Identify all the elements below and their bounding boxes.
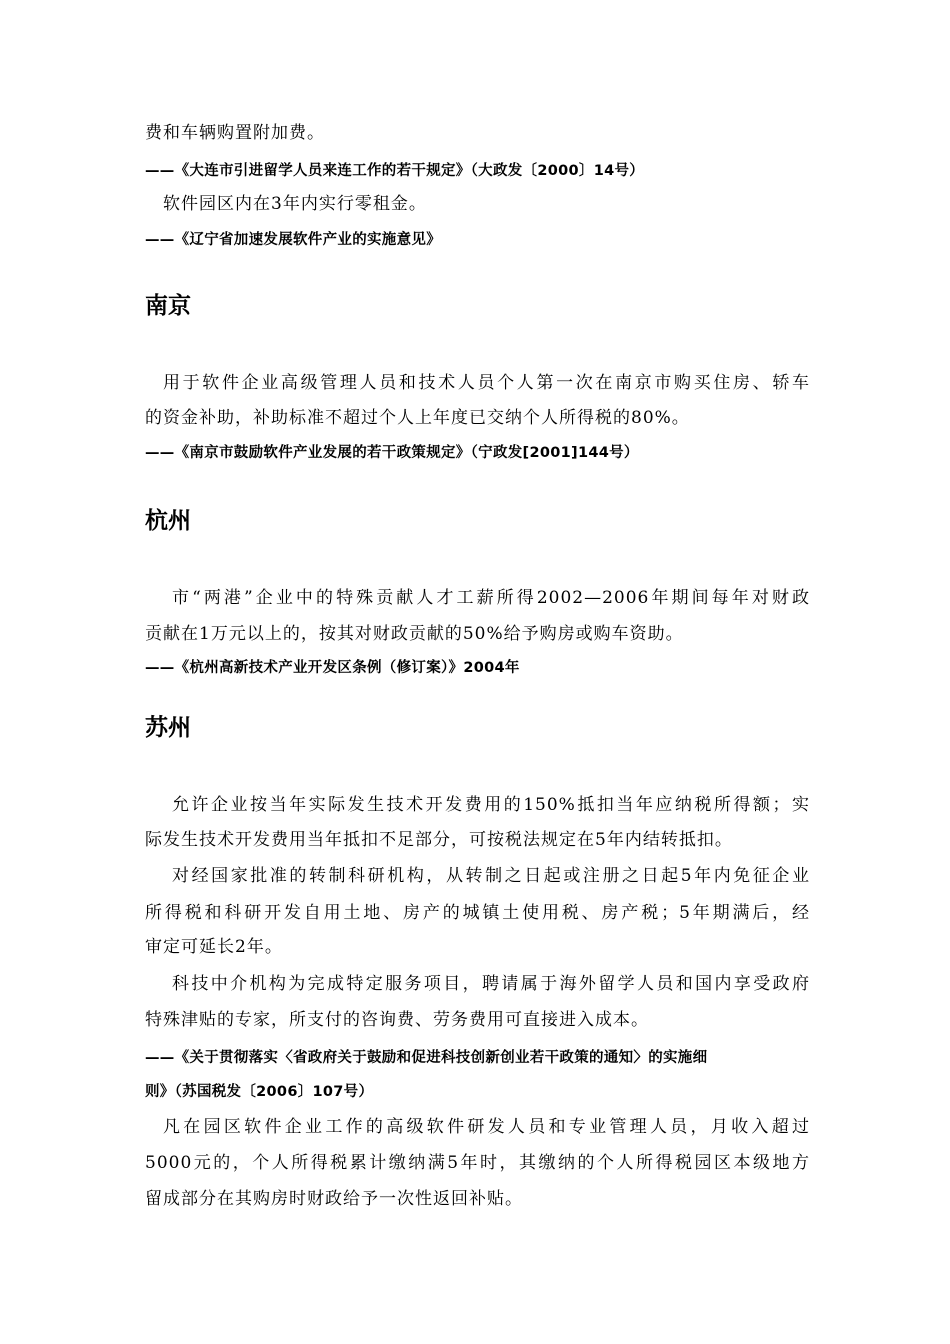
section-heading-nanjing: 南京	[145, 293, 191, 319]
text-line: 所得税和科研开发自用土地、房产的城镇土使用税、房产税；5年期满后，经	[145, 903, 810, 923]
source-citation: ——《关于贯彻落实〈省政府关于鼓励和促进科技创新创业若干政策的通知〉的实施细	[145, 1050, 708, 1066]
source-citation: 则》（苏国税发〔2006〕107号）	[145, 1084, 374, 1100]
text-line: 贡献在1万元以上的，按其对财政贡献的50%给予购房或购车资助。	[145, 624, 684, 644]
source-citation: ——《大连市引进留学人员来连工作的若干规定》（大政发〔2000〕14号）	[145, 163, 645, 179]
section-heading-suzhou: 苏州	[145, 715, 191, 741]
text-line: 软件园区内在3年内实行零租金。	[163, 194, 427, 214]
text-line: 用于软件企业高级管理人员和技术人员个人第一次在南京市购买住房、轿车	[163, 373, 810, 393]
source-citation: ——《辽宁省加速发展软件产业的实施意见》	[145, 232, 441, 248]
text-line: 市“两港”企业中的特殊贡献人才工薪所得2002—2006年期间每年对财政	[172, 588, 810, 608]
text-line: 科技中介机构为完成特定服务项目，聘请属于海外留学人员和国内享受政府	[172, 974, 810, 994]
section-heading-hangzhou: 杭州	[145, 508, 191, 534]
text-line: 对经国家批准的转制科研机构，从转制之日起或注册之日起5年内免征企业	[172, 866, 810, 886]
text-line: 允许企业按当年实际发生技术开发费用的150%抵扣当年应纳税所得额；实	[172, 795, 810, 815]
text-line: 特殊津贴的专家，所支付的咨询费、劳务费用可直接进入成本。	[145, 1010, 649, 1030]
source-citation: ——《杭州高新技术产业开发区条例（修订案）》2004年	[145, 660, 520, 676]
text-line: 际发生技术开发费用当年抵扣不足部分，可按税法规定在5年内结转抵扣。	[145, 830, 733, 850]
text-line: 的资金补助，补助标准不超过个人上年度已交纳个人所得税的80%。	[145, 408, 690, 428]
text-line: 留成部分在其购房时财政给予一次性返回补贴。	[145, 1189, 523, 1209]
text-line: 凡在园区软件企业工作的高级软件研发人员和专业管理人员，月收入超过	[163, 1117, 810, 1137]
text-line: 审定可延长2年。	[145, 937, 283, 957]
text-line: 费和车辆购置附加费。	[145, 123, 325, 143]
source-citation: ——《南京市鼓励软件产业发展的若干政策规定》（宁政发[2001]144号）	[145, 445, 639, 461]
text-line: 5000元的，个人所得税累计缴纳满5年时，其缴纳的个人所得税园区本级地方	[145, 1153, 810, 1173]
